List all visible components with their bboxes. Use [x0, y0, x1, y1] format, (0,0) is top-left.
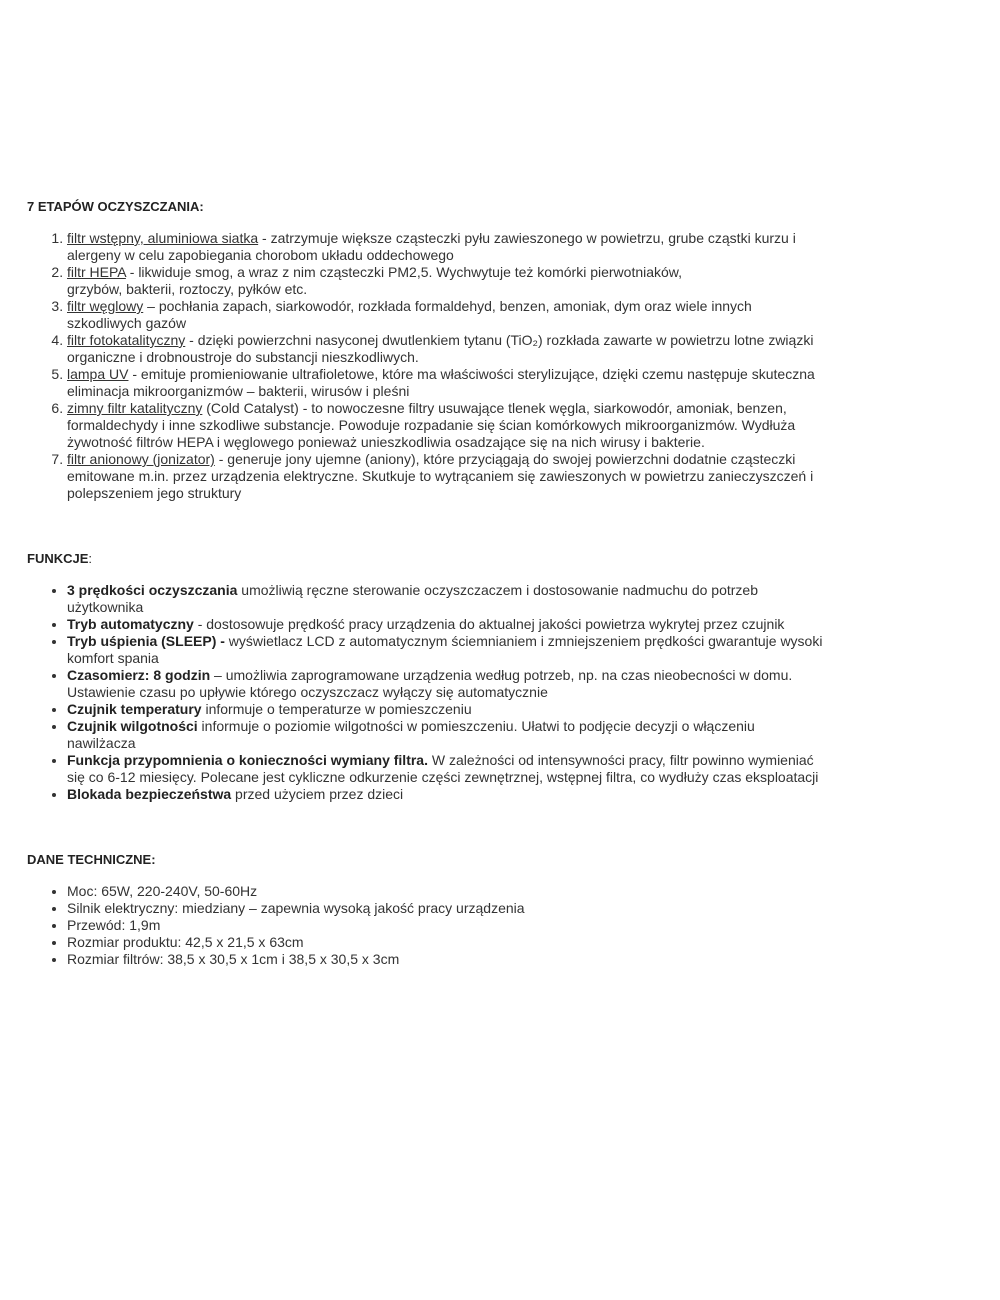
- stage-name: lampa UV: [67, 366, 129, 382]
- spec-item: • Rozmiar produktu: 42,5 x 21,5 x 63cm: [67, 934, 827, 951]
- stage-desc-continued: grzybów, bakterii, roztoczy, pyłków etc.: [67, 281, 308, 297]
- stage-name: filtr węglowy: [67, 298, 144, 314]
- function-desc: - dostosowuje prędkość pracy urządzenia do aktualnej jakości powietrza wykrytej przez czujnik: [193, 616, 785, 632]
- spec-item: • Silnik elektryczny: miedziany – zapewnia wysoką jakość pracy urządzenia: [67, 900, 827, 917]
- function-name: Tryb automatyczny: [67, 616, 194, 632]
- function-desc: W zależności od intensywności pracy, filtr powinno wymieniać się co 6-12 miesięcy. Polecane jest cykliczne odkurzenie części zewnętrznej, wstępnej filtra, co wydłuży czas eksploatacji: [67, 752, 819, 785]
- functions-list: [27, 582, 827, 803]
- stage-desc: - likwiduje smog, a wraz z nim cząsteczki PM2,5. Wychwytuje też komórki pierwotniaków,: [125, 264, 683, 280]
- stage-desc: - emituje promieniowanie ultrafioletowe, które ma właściwości sterylizujące, dzięki czemu następuje skuteczna eliminacja mikroorganizmów – bakterii, wirusów i pleśni: [67, 366, 815, 399]
- function-desc: przed użyciem przez dzieci: [231, 786, 404, 802]
- stage-item: [67, 400, 827, 451]
- stages-heading: 7 ETAPÓW OCZYSZCZANIA:: [27, 199, 204, 214]
- stage-desc: - dzięki powierzchni nasyconej dwutlenkiem tytanu (TiO₂) rozkłada zawarte w powietrzu lotne związki organiczne i drobnoustroje do substancji nieszkodliwych.: [67, 332, 814, 365]
- function-item: [67, 582, 827, 616]
- function-name: Czujnik temperatury: [67, 701, 202, 717]
- stage-item: [67, 332, 827, 366]
- stages-list: [27, 230, 827, 502]
- functions-heading-colon: :: [88, 551, 93, 566]
- stage-name: filtr anionowy (jonizator): [67, 451, 215, 467]
- stage-item: [67, 264, 827, 298]
- function-item: [67, 718, 827, 752]
- function-item: [67, 701, 827, 718]
- function-name: Funkcja przypomnienia o konieczności wymiany filtra.: [67, 752, 428, 768]
- stage-item: [67, 230, 827, 264]
- function-item: [67, 752, 827, 786]
- functions-heading-text: FUNKCJE: [27, 551, 89, 566]
- function-desc: wyświetlacz LCD z automatycznym ściemnianiem i zmniejszeniem prędkości gwarantuje wysoki komfort spania: [67, 633, 823, 666]
- spec-item: • Rozmiar filtrów: 38,5 x 30,5 x 1cm i 38,5 x 30,5 x 3cm: [67, 951, 827, 968]
- stage-desc: - zatrzymuje większe cząsteczki pyłu zawieszonego w powietrzu, grube cząstki kurzu i alergeny w celu zapobiegania chorobom układu oddechowego: [67, 230, 796, 263]
- function-name: Czujnik wilgotności: [67, 718, 198, 734]
- function-item: [67, 786, 827, 803]
- stage-desc: – pochłania zapach, siarkowodór, rozkłada formaldehyd, benzen, amoniak, dym oraz wiele innych szkodliwych gazów: [67, 298, 752, 331]
- stage-name: zimny filtr katalityczny: [67, 400, 203, 416]
- function-name: Tryb uśpienia (SLEEP) -: [67, 633, 225, 649]
- stage-item: [67, 451, 827, 502]
- stage-desc: (Cold Catalyst) - to nowoczesne filtry usuwające tlenek węgla, siarkowodór, amoniak, benzen, formaldechydy i inne szkodliwe substancje. Powoduje rozpadanie się ścian komórkowych mikroorganizmów. Wydłuża żywotność filtrów HEPA i węglowego ponieważ unieszkodliwia osadzające się na nich wirusy i bakterie.: [67, 400, 796, 450]
- function-desc: informuje o poziomie wilgotności w pomieszczeniu. Ułatwi to podjęcie decyzji o włączeniu nawilżacza: [67, 718, 755, 751]
- function-desc: informuje o temperaturze w pomieszczeniu: [201, 701, 472, 717]
- stage-item: [67, 366, 827, 400]
- function-desc: umożliwią ręczne sterowanie oczyszczaczem i dostosowanie nadmuchu do potrzeb użytkownika: [67, 582, 759, 615]
- stage-name: filtr HEPA: [67, 264, 126, 280]
- product-description: [27, 198, 827, 968]
- function-item: [67, 633, 827, 667]
- spec-item: • Przewód: 1,9m: [67, 917, 827, 934]
- function-item: [67, 616, 827, 633]
- function-name: 3 prędkości oczyszczania: [67, 582, 238, 598]
- stage-name: filtr fotokatalityczny: [67, 332, 186, 348]
- function-name: Czasomierz: 8 godzin: [67, 667, 211, 683]
- spec-item: • Moc: 65W, 220-240V, 50-60Hz: [67, 883, 827, 900]
- function-item: [67, 667, 827, 701]
- stage-desc: - generuje jony ujemne (aniony), które przyciągają do swojej powierzchni dodatnie cząsteczki emitowane m.in. przez urządzenia elektryczne. Skutkuje to wytrącaniem się zawieszonych w powietrzu zanieczyszczeń i polepszeniem jego struktury: [67, 451, 814, 501]
- functions-heading: [27, 550, 827, 567]
- function-name: Blokada bezpieczeństwa: [67, 786, 232, 802]
- specs-heading: DANE TECHNICZNE:: [27, 852, 156, 867]
- stage-name: filtr wstępny, aluminiowa siatka: [67, 230, 259, 246]
- function-desc: – umożliwia zaprogramowane urządzenia według potrzeb, np. na czas nieobecności w domu. Ustawienie czasu po upływie którego oczyszczacz wyłączy się automatycznie: [67, 667, 793, 700]
- stage-item: [67, 298, 827, 332]
- specs-list: [27, 883, 827, 968]
